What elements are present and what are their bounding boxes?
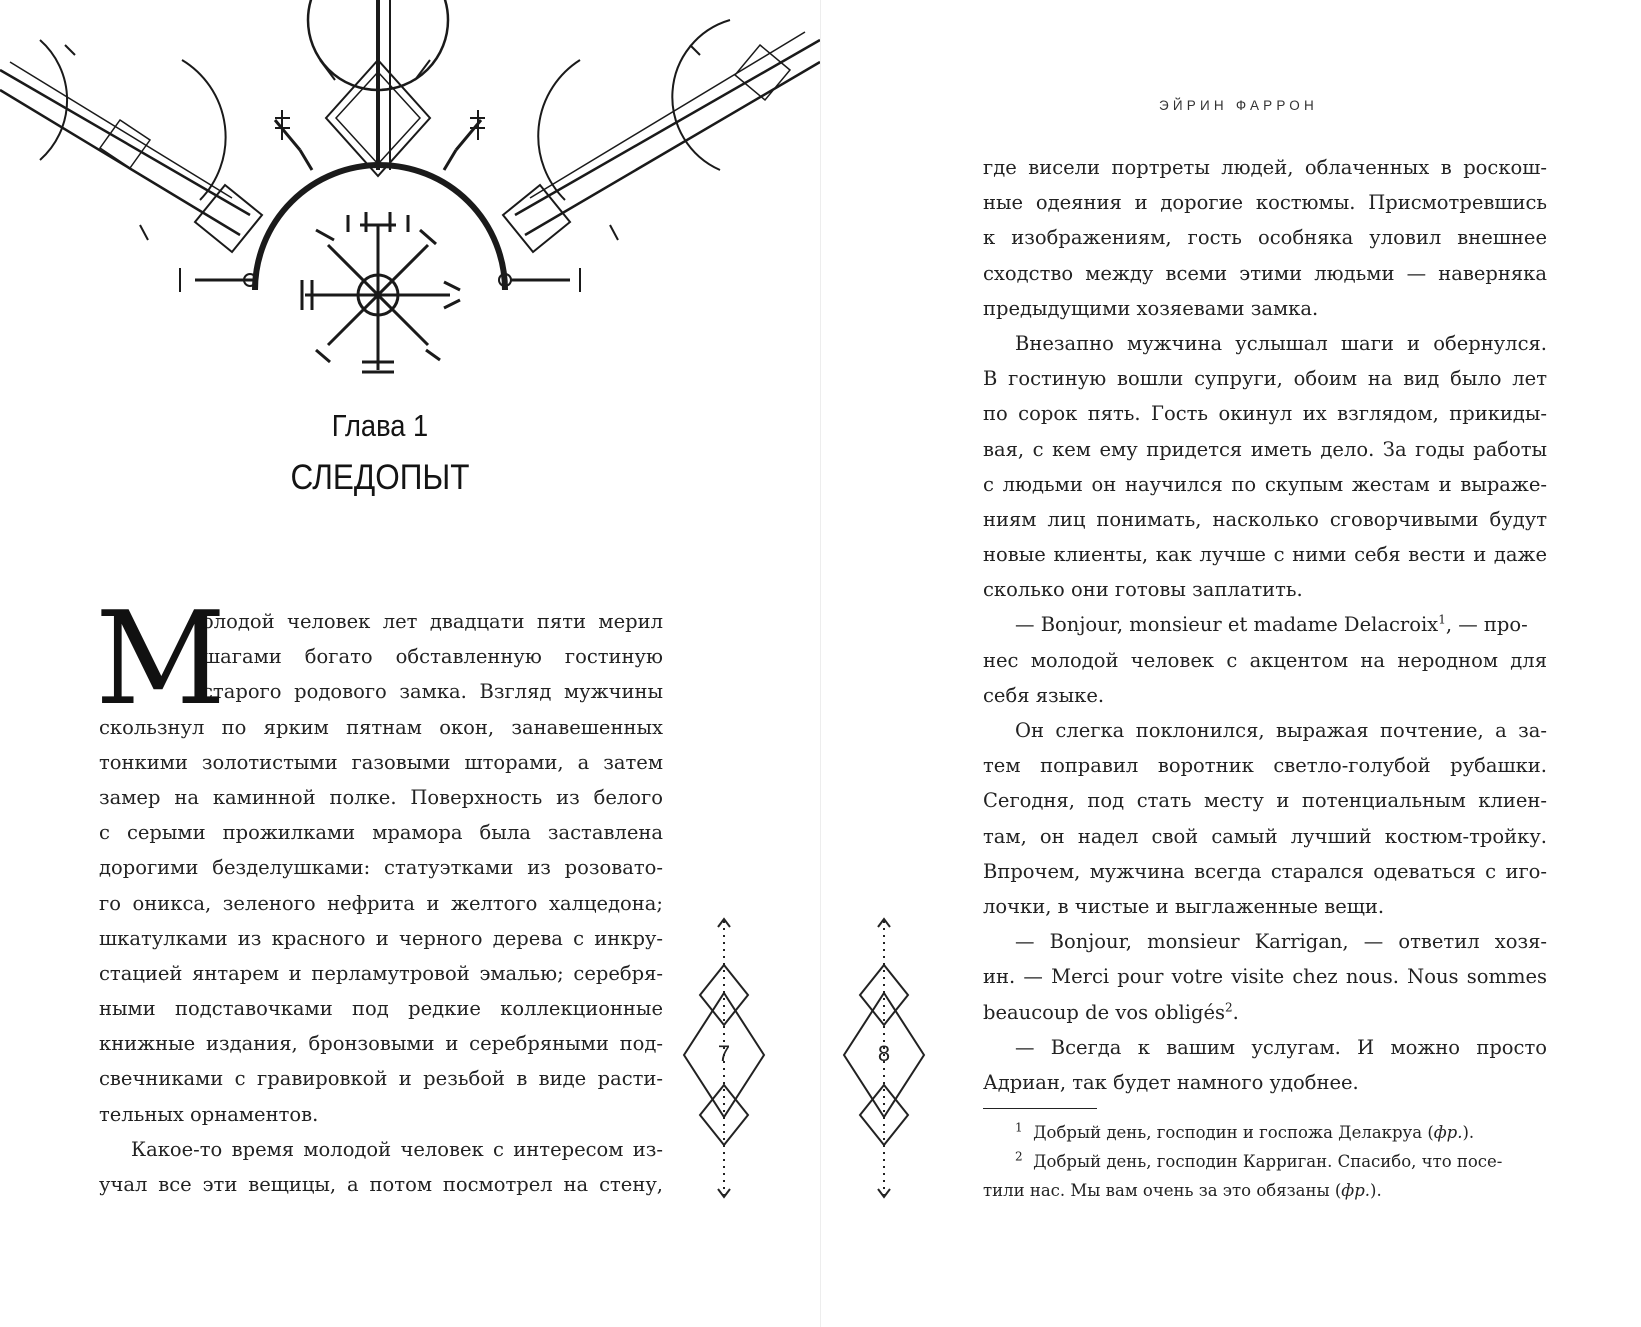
text-line: вая, с кем ему придется иметь дело. За годы работы [983, 437, 1547, 461]
text-line: с серыми прожилками мрамора была заставлена [99, 821, 663, 845]
right-page [821, 0, 1641, 1327]
text-line: Какое-то время молодой человек с интересом из- [131, 1137, 663, 1161]
running-head-author: ЭЙРИН ФАРРОН [1159, 98, 1318, 113]
vegvisir-ornament-icon [0, 0, 820, 390]
text-line: себя языке. [983, 683, 1105, 707]
page-number-ornament [841, 913, 927, 1203]
text-line: — Всегда к вашим услугам. И можно просто [1015, 1035, 1547, 1059]
text-line: Сегодня, под стать месту и потенциальным клиен- [983, 789, 1547, 813]
text-line: Он слегка поклонился, выражая почтение, а за- [1015, 719, 1547, 742]
text-line: старого родового замка. Взгляд мужчины [202, 680, 663, 704]
left-page [0, 0, 820, 1327]
dialogue-text-end: . [1232, 1000, 1239, 1024]
text-line: — Bonjour, monsieur Karrigan, — ответил хозя- [1015, 930, 1547, 954]
text-line: шагами богато обставленную гостиную [202, 645, 663, 669]
text-line: сходство между всеми этими людьми — наверняка [983, 261, 1547, 285]
footnote-ref-2[interactable]: 2 [1225, 1000, 1233, 1014]
footnote-divider [983, 1108, 1097, 1109]
text-line: с людьми он научился по скупым жестам и выраже- [983, 472, 1547, 496]
text-line: где висели портреты людей, облаченных в роскош- [983, 156, 1547, 179]
text-line: ин. — Merci pour votre visite chez nous. Nous sommes [983, 965, 1547, 989]
text-line: ные одеяния и дорогие костюмы. Присмотревшись [983, 191, 1547, 215]
text-line-dialogue [983, 607, 1547, 642]
footnote-text: Добрый день, господин Карриган. Спасибо, что посе- [1033, 1152, 1503, 1171]
chapter-number: Глава 1 [331, 408, 429, 443]
page-number: 7 [717, 1041, 731, 1066]
footnote-2 [983, 1147, 1547, 1176]
text-line: тонкими золотистыми газовыми шторами, а затем [99, 750, 663, 774]
page-number: 8 [877, 1041, 891, 1066]
text-line: тельных орнаментов. [99, 1102, 319, 1126]
footnote-text: Добрый день, господин и госпожа Делакруа ( [1033, 1123, 1434, 1142]
text-line: го оникса, зеленого нефрита и желтого халцедона; [99, 891, 663, 915]
text-line: учал все эти вещицы, а потом посмотрел на стену, [99, 1173, 663, 1196]
text-line: тем поправил воротник светло-голубой рубашки. [983, 754, 1547, 778]
text-line: новые клиенты, как лучше с ними себя вести и даже [983, 543, 1547, 567]
footnote-ref-1[interactable]: 1 [1438, 612, 1446, 627]
text-line: замер на каминной полке. Поверхность из белого [99, 785, 663, 809]
footnote-end: ). [1462, 1123, 1475, 1142]
text-line: ниям лиц понимать, насколько сговорчивыми будут [983, 507, 1547, 531]
text-line: книжные издания, бронзовыми и серебряными под- [99, 1032, 663, 1056]
text-line: предыдущими хозяевами замка. [983, 296, 1319, 320]
footnotes [983, 1118, 1547, 1205]
text-line: скользнул по ярким пятнам окон, занавешенных [99, 715, 663, 739]
text-line: стацией янтарем и перламутровой эмалью; серебря- [99, 961, 663, 985]
text-line-footnoted [983, 995, 1547, 1030]
dialogue-text-cont: , — про- [1445, 613, 1528, 637]
text-line: к изображениям, гость особняка уловил внешнее [983, 226, 1547, 250]
text-line: по сорок пять. Гость окинул их взглядом, прикиды- [983, 402, 1547, 426]
page-number-ornament [681, 913, 767, 1203]
footnote-1 [983, 1118, 1547, 1147]
text-line: шкатулками из красного и черного дерева с инкру- [99, 926, 663, 950]
text-line: ными подставочками под редкие коллекционные [99, 997, 663, 1021]
left-body-text [95, 585, 663, 1202]
text-line: сколько они готовы заплатить. [983, 578, 1303, 602]
text-line: В гостиную вошли супруги, обоим на вид было лет [983, 367, 1547, 391]
drop-cap: М [95, 585, 227, 734]
chapter-title: СЛЕДОПЫТ [290, 458, 470, 497]
footnote-text: тили нас. Мы вам очень за это обязаны ( [983, 1181, 1342, 1200]
footnote-end: ). [1370, 1181, 1382, 1200]
footnote-2-cont [983, 1176, 1547, 1205]
text-line: нес молодой человек с акцентом на неродном для [983, 648, 1547, 672]
text-line: там, он надел свой самый лучший костюм-тройку. [983, 824, 1547, 848]
text-line: олодой человек лет двадцати пяти мерил [202, 610, 663, 633]
footnote-lang: фр. [1433, 1123, 1463, 1142]
text-line: Адриан, так будет намного удобнее. [983, 1070, 1359, 1094]
text-line: дорогими безделушками: статуэтками из розовато- [99, 856, 663, 880]
footnote-number: 1 [1015, 1120, 1023, 1135]
right-body-text [983, 150, 1547, 1100]
footnote-number: 2 [1015, 1149, 1023, 1164]
text-line: свечниками с гравировкой и резьбой в виде расти- [99, 1067, 663, 1091]
footnote-lang: фр. [1341, 1181, 1371, 1200]
text-line: лочки, в чистые и выглаженные вещи. [983, 894, 1385, 918]
dialogue-text: — Bonjour, monsieur et madame Delacroix [1015, 613, 1439, 637]
text-line: Впрочем, мужчина всегда старался одеваться с иго- [983, 859, 1547, 883]
text-line: Внезапно мужчина услышал шаги и обернулся. [1015, 331, 1547, 355]
dialogue-text: beaucoup de vos obligés [983, 1000, 1226, 1024]
